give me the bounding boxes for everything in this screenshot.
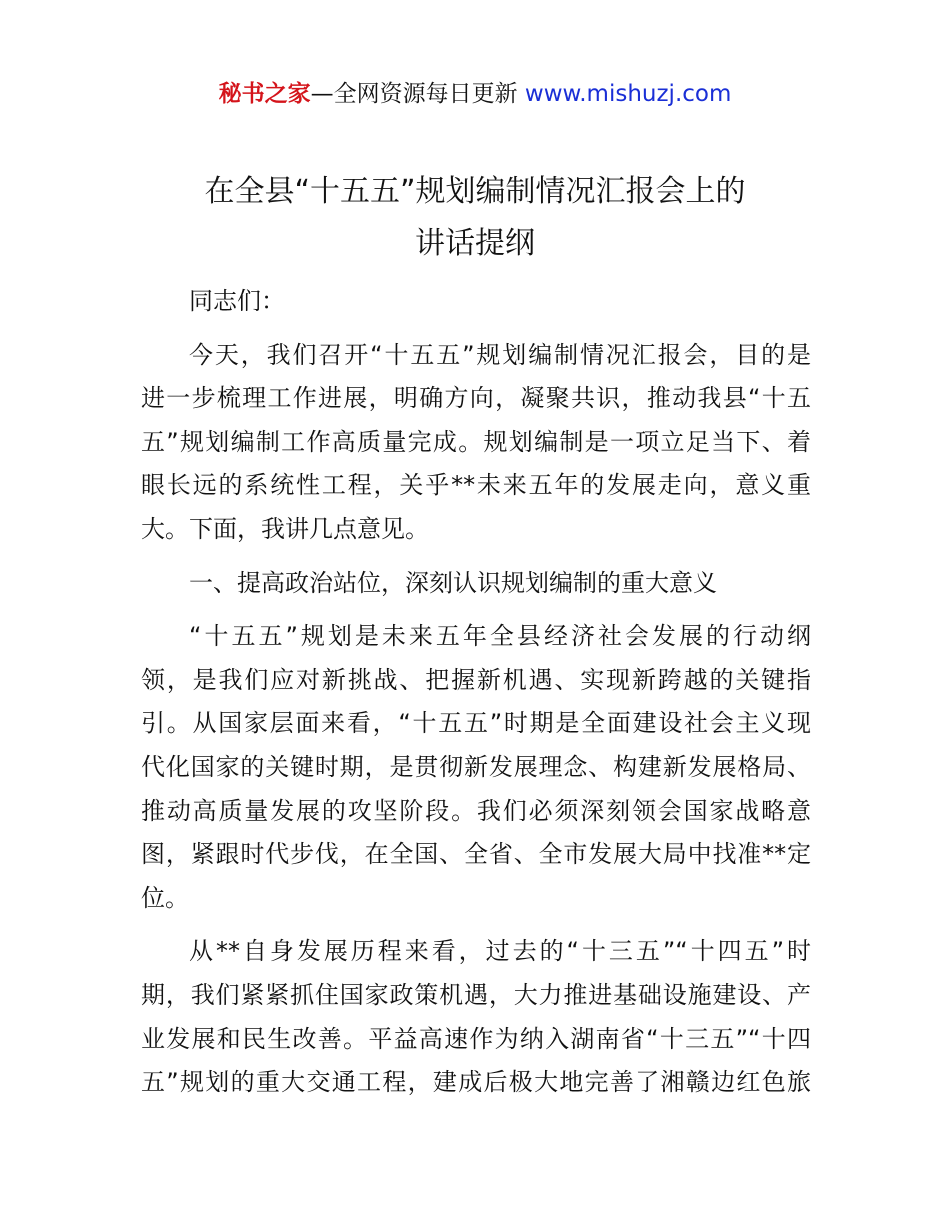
paragraph-line: 五”规划的重大交通工程，建成后极大地完善了湘赣边红色旅 bbox=[141, 1068, 811, 1097]
document-body bbox=[141, 280, 811, 1115]
paragraph-line: 位。 bbox=[141, 883, 189, 912]
paragraph-line: 推动高质量发展的攻坚阶段。我们必须深刻领会国家战略意 bbox=[141, 796, 811, 825]
header-tagline: —全网资源每日更新 bbox=[310, 81, 525, 107]
greeting-text: 同志们： bbox=[189, 287, 285, 315]
paragraph-line: 图，紧跟时代步伐，在全国、全省、全市发展大局中找准**定 bbox=[141, 840, 811, 869]
paragraph-line: 代化国家的关键时期，是贯彻新发展理念、构建新发展格局、 bbox=[141, 752, 811, 781]
paragraph-line: 五”规划编制工作高质量完成。规划编制是一项立足当下、着 bbox=[141, 427, 811, 456]
paragraph-line: 从**自身发展历程来看，过去的“十三五”“十四五”时 bbox=[189, 937, 811, 966]
paragraph-significance bbox=[141, 615, 811, 920]
site-url-link[interactable]: www.mishuzj.com bbox=[524, 81, 732, 107]
paragraph-line: “十五五”规划是未来五年全县经济社会发展的行动纲 bbox=[189, 622, 811, 651]
section-heading-text: 一、提高政治站位，深刻认识规划编制的重大意义 bbox=[189, 568, 717, 597]
title-line-2: 讲话提纲 bbox=[415, 226, 535, 261]
paragraph-line: 进一步梳理工作进展，明确方向，凝聚共识，推动我县“十五 bbox=[141, 384, 811, 413]
paragraph-line: 今天，我们召开“十五五”规划编制情况汇报会，目的是 bbox=[189, 340, 811, 369]
site-header bbox=[0, 78, 950, 110]
paragraph-opening bbox=[141, 334, 811, 552]
paragraph-line: 领，是我们应对新挑战、把握新机遇、实现新跨越的关键指 bbox=[141, 665, 811, 694]
document-title bbox=[100, 166, 850, 270]
section-heading-1 bbox=[141, 562, 811, 606]
paragraph-line: 引。从国家层面来看，“十五五”时期是全面建设社会主义现 bbox=[141, 709, 811, 738]
paragraph-line: 业发展和民生改善。平益高速作为纳入湖南省“十三五”“十四 bbox=[141, 1024, 811, 1053]
paragraph-line: 大。下面，我讲几点意见。 bbox=[141, 514, 429, 543]
greeting bbox=[141, 280, 811, 324]
paragraph-history bbox=[141, 930, 811, 1104]
title-line-1: 在全县“十五五”规划编制情况汇报会上的 bbox=[204, 174, 746, 209]
brand-name: 秘书之家 bbox=[218, 81, 311, 107]
paragraph-line: 期，我们紧紧抓住国家政策机遇，大力推进基础设施建设、产 bbox=[141, 980, 811, 1009]
paragraph-line: 眼长远的系统性工程，关乎**未来五年的发展走向，意义重 bbox=[141, 471, 811, 500]
